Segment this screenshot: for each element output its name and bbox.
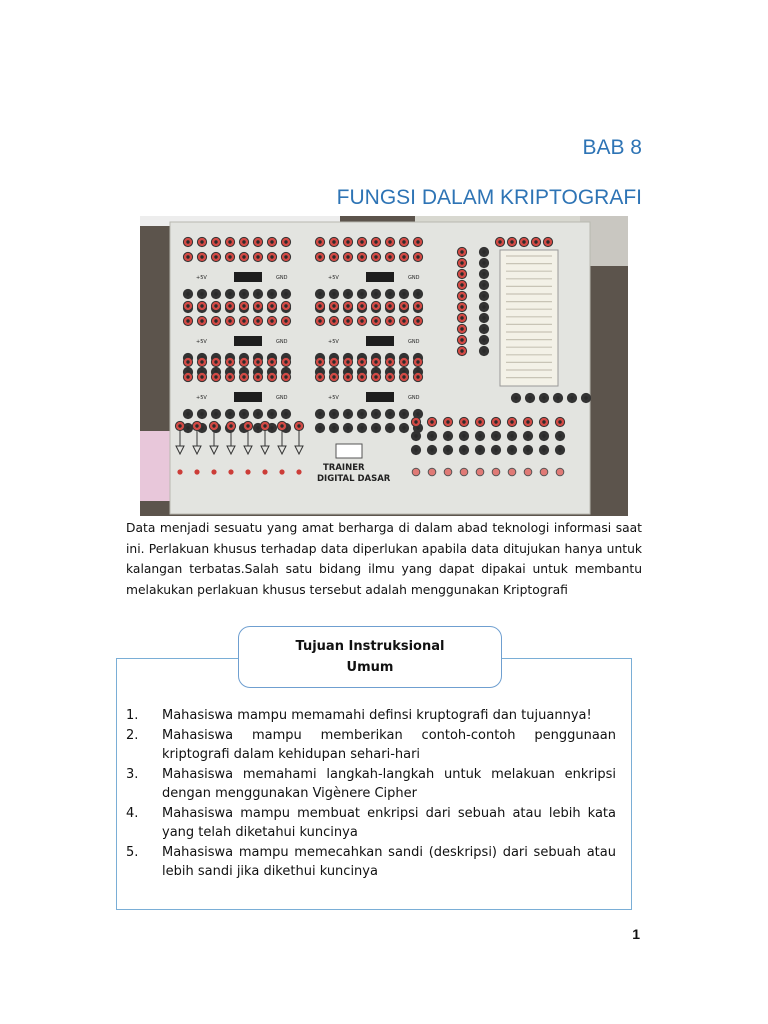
jack-hole — [556, 396, 559, 399]
jack-hole — [263, 424, 266, 427]
jack-hole — [284, 412, 287, 415]
jack-hole — [228, 292, 231, 295]
jack-hole — [256, 360, 259, 363]
jack-hole — [558, 448, 561, 451]
objective-text: Mahasiswa mampu memamahi definsi kruptografi dan tujuannya! — [162, 708, 592, 723]
jack-hole — [270, 360, 273, 363]
jack-hole — [242, 319, 245, 322]
jack-hole — [228, 304, 231, 307]
objective-item — [126, 804, 616, 843]
jack-hole — [242, 255, 245, 258]
jack-hole — [482, 327, 485, 330]
jack-hole — [318, 255, 321, 258]
jack-hole — [478, 434, 481, 437]
jack-hole — [284, 319, 287, 322]
objective-item — [126, 726, 616, 765]
jack-hole — [460, 338, 463, 341]
led — [262, 469, 267, 474]
jack-hole — [318, 426, 321, 429]
jack-hole — [388, 292, 391, 295]
jack-hole — [388, 240, 391, 243]
jack-hole — [346, 360, 349, 363]
jack-hole — [360, 304, 363, 307]
jack-hole — [360, 255, 363, 258]
jack-hole — [332, 360, 335, 363]
vcc-label: +5V — [196, 339, 207, 345]
switch-button — [444, 468, 452, 476]
jack-hole — [374, 240, 377, 243]
jack-hole — [482, 349, 485, 352]
jack-hole — [478, 420, 481, 423]
jack-hole — [195, 424, 198, 427]
ic-chip — [366, 272, 394, 282]
jack-hole — [214, 412, 217, 415]
jack-hole — [416, 240, 419, 243]
jack-hole — [402, 375, 405, 378]
jack-hole — [256, 319, 259, 322]
jack-hole — [214, 319, 217, 322]
jack-hole — [256, 255, 259, 258]
switch-button — [476, 468, 484, 476]
jack-hole — [256, 304, 259, 307]
jack-hole — [346, 255, 349, 258]
led — [228, 469, 233, 474]
jack-hole — [416, 292, 419, 295]
jack-hole — [284, 375, 287, 378]
jack-hole — [200, 319, 203, 322]
jack-hole — [270, 319, 273, 322]
jack-hole — [510, 420, 513, 423]
led — [245, 469, 250, 474]
jack-hole — [460, 250, 463, 253]
jack-hole — [200, 240, 203, 243]
chapter-number: BAB 8 — [582, 136, 642, 159]
jack-hole — [214, 240, 217, 243]
switch-button — [556, 468, 564, 476]
jack-hole — [346, 426, 349, 429]
jack-hole — [414, 420, 417, 423]
ic-chip — [234, 336, 262, 346]
jack-hole — [570, 396, 573, 399]
led — [296, 469, 301, 474]
gnd-label: GND — [276, 275, 288, 281]
jack-hole — [178, 424, 181, 427]
jack-hole — [332, 426, 335, 429]
jack-hole — [229, 424, 232, 427]
jack-hole — [478, 448, 481, 451]
jack-hole — [270, 412, 273, 415]
jack-hole — [346, 319, 349, 322]
jack-hole — [430, 448, 433, 451]
jack-hole — [242, 375, 245, 378]
trainer-board-photo — [140, 216, 628, 516]
jack-hole — [200, 292, 203, 295]
jack-hole — [186, 304, 189, 307]
objective-item — [126, 843, 616, 882]
jack-hole — [482, 283, 485, 286]
jack-hole — [482, 316, 485, 319]
jack-hole — [360, 426, 363, 429]
page-number: 1 — [632, 926, 640, 942]
jack-hole — [460, 327, 463, 330]
jack-hole — [374, 360, 377, 363]
ic-chip — [234, 392, 262, 402]
jack-hole — [482, 338, 485, 341]
jack-hole — [374, 304, 377, 307]
objective-number: 2. — [126, 727, 139, 743]
jack-hole — [402, 319, 405, 322]
vcc-label: +5V — [196, 275, 207, 281]
jack-hole — [414, 448, 417, 451]
jack-hole — [558, 434, 561, 437]
jack-hole — [346, 304, 349, 307]
jack-hole — [186, 292, 189, 295]
jack-hole — [332, 255, 335, 258]
objective-number: 1. — [126, 708, 139, 723]
jack-hole — [228, 255, 231, 258]
jack-hole — [510, 240, 513, 243]
led — [279, 469, 284, 474]
intro-paragraph: Data menjadi sesuatu yang amat berharga di dalam abad teknologi informasi saat ini. Perlakuan khusus terhadap data diperlukan apabila data ditujukan hanya untuk kalangan terbatas.Salah satu bidang ilmu yang dapat dipakai untuk membantu melakukan perlakuan khusus tersebut adalah menggunakan Kriptografi — [126, 521, 642, 597]
objective-number: 4. — [126, 805, 139, 821]
jack-hole — [200, 375, 203, 378]
switch-button — [508, 468, 516, 476]
jack-hole — [360, 319, 363, 322]
led — [194, 469, 199, 474]
jack-hole — [186, 255, 189, 258]
vcc-label: +5V — [196, 395, 207, 401]
jack-hole — [542, 420, 545, 423]
jack-hole — [510, 434, 513, 437]
jack-hole — [332, 292, 335, 295]
jack-hole — [374, 412, 377, 415]
jack-hole — [214, 304, 217, 307]
jack-hole — [374, 375, 377, 378]
jack-hole — [542, 396, 545, 399]
jack-hole — [446, 448, 449, 451]
jack-hole — [528, 396, 531, 399]
gnd-label: GND — [276, 395, 288, 401]
jack-hole — [318, 319, 321, 322]
jack-hole — [228, 240, 231, 243]
jack-hole — [228, 319, 231, 322]
jack-hole — [228, 412, 231, 415]
jack-hole — [270, 240, 273, 243]
jack-hole — [256, 426, 259, 429]
jack-hole — [374, 426, 377, 429]
jack-hole — [242, 360, 245, 363]
vcc-label: +5V — [328, 275, 339, 281]
jack-hole — [460, 305, 463, 308]
jack-hole — [416, 375, 419, 378]
jack-hole — [284, 240, 287, 243]
jack-hole — [402, 240, 405, 243]
jack-hole — [242, 240, 245, 243]
jack-hole — [318, 240, 321, 243]
jack-hole — [460, 316, 463, 319]
jack-hole — [402, 304, 405, 307]
jack-hole — [534, 240, 537, 243]
objectives-heading-line2: Umum — [346, 660, 394, 675]
jack-hole — [482, 272, 485, 275]
jack-hole — [228, 375, 231, 378]
jack-hole — [460, 283, 463, 286]
switch-button — [540, 468, 548, 476]
switch-button — [428, 468, 436, 476]
jack-hole — [284, 304, 287, 307]
jack-hole — [332, 412, 335, 415]
jack-hole — [332, 304, 335, 307]
jack-hole — [402, 360, 405, 363]
jack-hole — [256, 240, 259, 243]
jack-hole — [388, 360, 391, 363]
jack-hole — [284, 255, 287, 258]
jack-hole — [186, 240, 189, 243]
jack-hole — [542, 434, 545, 437]
jack-hole — [214, 375, 217, 378]
jack-hole — [414, 434, 417, 437]
jack-hole — [346, 412, 349, 415]
jack-hole — [270, 304, 273, 307]
jack-hole — [526, 434, 529, 437]
logo-plate — [336, 444, 362, 458]
objective-text: Mahasiswa memahami langkah-langkah untuk melakuan enkripsi dengan menggunakan Vigènere Cipher — [162, 766, 616, 801]
jack-hole — [214, 360, 217, 363]
gnd-label: GND — [408, 395, 420, 401]
jack-hole — [332, 240, 335, 243]
objective-number: 3. — [126, 766, 139, 782]
jack-hole — [558, 420, 561, 423]
jack-hole — [546, 240, 549, 243]
board-label-line1: TRAINER — [323, 463, 365, 473]
jack-hole — [494, 448, 497, 451]
jack-hole — [214, 255, 217, 258]
jack-hole — [200, 304, 203, 307]
jack-hole — [526, 448, 529, 451]
jack-hole — [374, 292, 377, 295]
jack-hole — [584, 396, 587, 399]
jack-hole — [460, 272, 463, 275]
jack-hole — [346, 292, 349, 295]
jack-hole — [346, 240, 349, 243]
jack-hole — [510, 448, 513, 451]
ic-chip — [234, 272, 262, 282]
jack-hole — [200, 360, 203, 363]
jack-hole — [446, 434, 449, 437]
objective-text: Mahasiswa mampu memecahkan sandi (deskripsi) dari sebuah atau lebih sandi jika dikethui kuncinya — [162, 844, 616, 879]
jack-hole — [200, 412, 203, 415]
breadboard — [500, 250, 558, 386]
jack-hole — [482, 261, 485, 264]
vcc-label: +5V — [328, 395, 339, 401]
jack-hole — [542, 448, 545, 451]
objectives-heading — [238, 626, 502, 688]
jack-hole — [460, 349, 463, 352]
jack-hole — [346, 375, 349, 378]
jack-hole — [360, 292, 363, 295]
objective-text: Mahasiswa mampu memberikan contoh-contoh penggunaan kriptografi dalam kehidupan sehari-hari — [162, 727, 616, 762]
jack-hole — [186, 360, 189, 363]
jack-hole — [388, 304, 391, 307]
jack-hole — [430, 420, 433, 423]
jack-hole — [494, 434, 497, 437]
jack-hole — [388, 426, 391, 429]
jack-hole — [280, 424, 283, 427]
objectives-list — [126, 706, 616, 882]
jack-hole — [270, 375, 273, 378]
jack-hole — [270, 255, 273, 258]
objective-text: Mahasiswa mampu membuat enkripsi dari sebuah atau lebih kata yang telah diketahui kuncinya — [162, 805, 616, 840]
vcc-label: +5V — [328, 339, 339, 345]
chapter-title: FUNGSI DALAM KRIPTOGRAFI — [336, 186, 642, 209]
objectives-heading-line1: Tujuan Instruksional — [295, 639, 445, 654]
jack-hole — [214, 292, 217, 295]
jack-hole — [388, 255, 391, 258]
gnd-label: GND — [408, 339, 420, 345]
objective-item — [126, 765, 616, 804]
jack-hole — [388, 319, 391, 322]
jack-hole — [494, 420, 497, 423]
jack-hole — [284, 292, 287, 295]
jack-hole — [446, 420, 449, 423]
jack-hole — [186, 319, 189, 322]
jack-hole — [460, 294, 463, 297]
jack-hole — [228, 360, 231, 363]
switch-button — [460, 468, 468, 476]
objective-number: 5. — [126, 844, 139, 860]
jack-hole — [460, 261, 463, 264]
jack-hole — [318, 292, 321, 295]
board-label-line2: DIGITAL DASAR — [317, 474, 391, 484]
led — [211, 469, 216, 474]
jack-hole — [270, 292, 273, 295]
jack-hole — [388, 375, 391, 378]
jack-hole — [256, 412, 259, 415]
led — [177, 469, 182, 474]
jack-hole — [318, 360, 321, 363]
jack-hole — [462, 420, 465, 423]
jack-hole — [514, 396, 517, 399]
jack-hole — [360, 240, 363, 243]
jack-hole — [402, 255, 405, 258]
jack-hole — [482, 250, 485, 253]
jack-hole — [256, 375, 259, 378]
jack-hole — [297, 424, 300, 427]
jack-hole — [242, 304, 245, 307]
jack-hole — [186, 412, 189, 415]
gnd-label: GND — [276, 339, 288, 345]
jack-hole — [388, 412, 391, 415]
ic-chip — [366, 336, 394, 346]
jack-hole — [402, 426, 405, 429]
jack-hole — [186, 426, 189, 429]
jack-hole — [284, 360, 287, 363]
jack-hole — [462, 434, 465, 437]
jack-hole — [318, 412, 321, 415]
switch-button — [524, 468, 532, 476]
objective-item — [126, 706, 616, 726]
jack-hole — [498, 240, 501, 243]
jack-hole — [416, 304, 419, 307]
jack-hole — [374, 255, 377, 258]
jack-hole — [332, 319, 335, 322]
jack-hole — [430, 434, 433, 437]
jack-hole — [526, 420, 529, 423]
jack-hole — [416, 360, 419, 363]
jack-hole — [256, 292, 259, 295]
jack-hole — [402, 412, 405, 415]
jack-hole — [482, 305, 485, 308]
jack-hole — [402, 292, 405, 295]
jack-hole — [186, 375, 189, 378]
jack-hole — [246, 424, 249, 427]
jack-hole — [416, 255, 419, 258]
jack-hole — [416, 319, 419, 322]
jack-hole — [332, 375, 335, 378]
jack-hole — [318, 375, 321, 378]
jack-hole — [462, 448, 465, 451]
jack-hole — [360, 412, 363, 415]
jack-hole — [200, 255, 203, 258]
jack-hole — [374, 319, 377, 322]
gnd-label: GND — [408, 275, 420, 281]
jack-hole — [360, 360, 363, 363]
jack-hole — [242, 292, 245, 295]
switch-button — [412, 468, 420, 476]
ic-chip — [366, 392, 394, 402]
jack-hole — [212, 424, 215, 427]
jack-hole — [270, 426, 273, 429]
jack-hole — [416, 412, 419, 415]
jack-hole — [318, 304, 321, 307]
switch-button — [492, 468, 500, 476]
jack-hole — [242, 412, 245, 415]
jack-hole — [522, 240, 525, 243]
jack-hole — [482, 294, 485, 297]
jack-hole — [360, 375, 363, 378]
